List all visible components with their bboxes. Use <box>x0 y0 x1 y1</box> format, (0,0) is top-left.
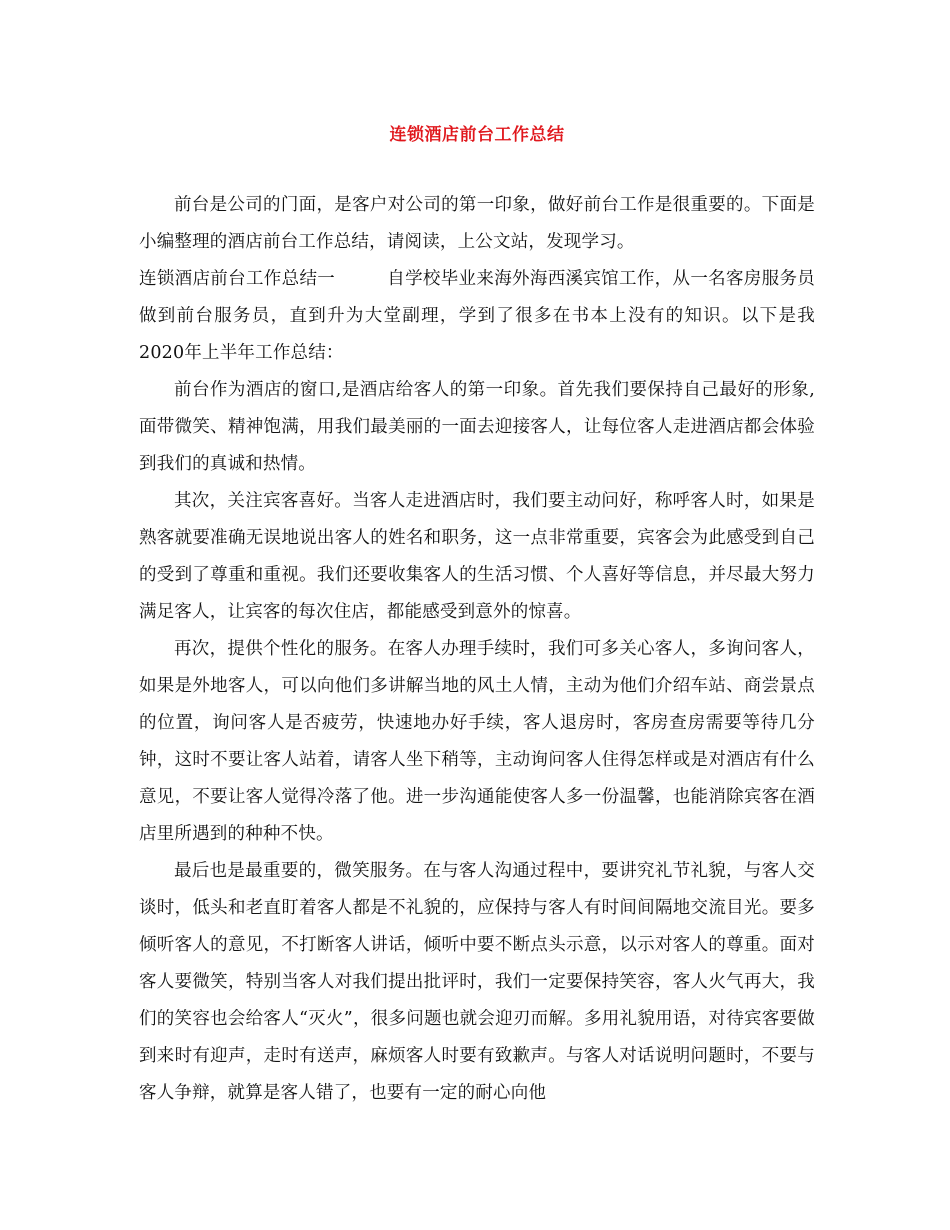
intro-paragraph: 前台是公司的门面，是客户对公司的第一印象，做好前台工作是很重要的。下面是小编整理的酒店前台工作总结，请阅读，上公文站，发现学习。 <box>139 195 815 252</box>
document-title: 连锁酒店前台工作总结 <box>389 125 565 145</box>
section-lead: 自学校毕业来海外海西溪宾馆工作，从一名客房服务员做到前台服务员，直到升为大堂副理，学到了很多在书本上没有的知识。以下是我2020年上半年工作总结： <box>139 269 815 363</box>
body-paragraph-4: 最后也是最重要的，微笑服务。在与客人沟通过程中，要讲究礼节礼貌，与客人交谈时，低头和老直盯着客人都是不礼貌的，应保持与客人有时间间隔地交流目光。要多倾听客人的意见，不打断客人讲话，倾听中要不断点头示意，以示对客人的尊重。面对客人要微笑，特别当客人对我们提出批评时，我们一定要保持笑容，客人火气再大，我们的笑容也会给客人“灭火”，很多问题也就会迎刃而解。多用礼貌用语，对待宾客要做到来时有迎声，走时有送声，麻烦客人时要有致歉声。与客人对话说明问题时，不要与客人争辩，就算是客人错了，也要有一定的耐心向他 <box>139 861 815 1103</box>
section-paragraph <box>139 261 815 372</box>
body-paragraph-1: 前台作为酒店的窗口,是酒店给客人的第一印象。首先我们要保持自己最好的形象,面带微笑、精神饱满，用我们最美丽的一面去迎接客人，让每位客人走进酒店都会体验到我们的真诚和热情。 <box>139 380 815 474</box>
body-paragraph-2: 其次，关注宾客喜好。当客人走进酒店时，我们要主动问好，称呼客人时，如果是熟客就要准确无误地说出客人的姓名和职务，这一点非常重要，宾客会为此感受到自己的受到了尊重和重视。我们还要收集客人的生活习惯、个人喜好等信息，并尽最大努力满足客人，让宾客的每次住店，都能感受到意外的惊喜。 <box>139 491 815 622</box>
body-paragraph-3: 再次，提供个性化的服务。在客人办理手续时，我们可多关心客人，多询问客人，如果是外地客人，可以向他们多讲解当地的风土人情，主动为他们介绍车站、商尝景点的位置，询问客人是否疲劳，快速地办好手续，客人退房时，客房查房需要等待几分钟，这时不要让客人站着，请客人坐下稍等，主动询问客人住得怎样或是对酒店有什么意见，不要让客人觉得冷落了他。进一步沟通能使客人多一份温馨，也能消除宾客在酒店里所遇到的种种不快。 <box>139 639 815 844</box>
section-heading: 连锁酒店前台工作总结一 <box>139 269 336 289</box>
